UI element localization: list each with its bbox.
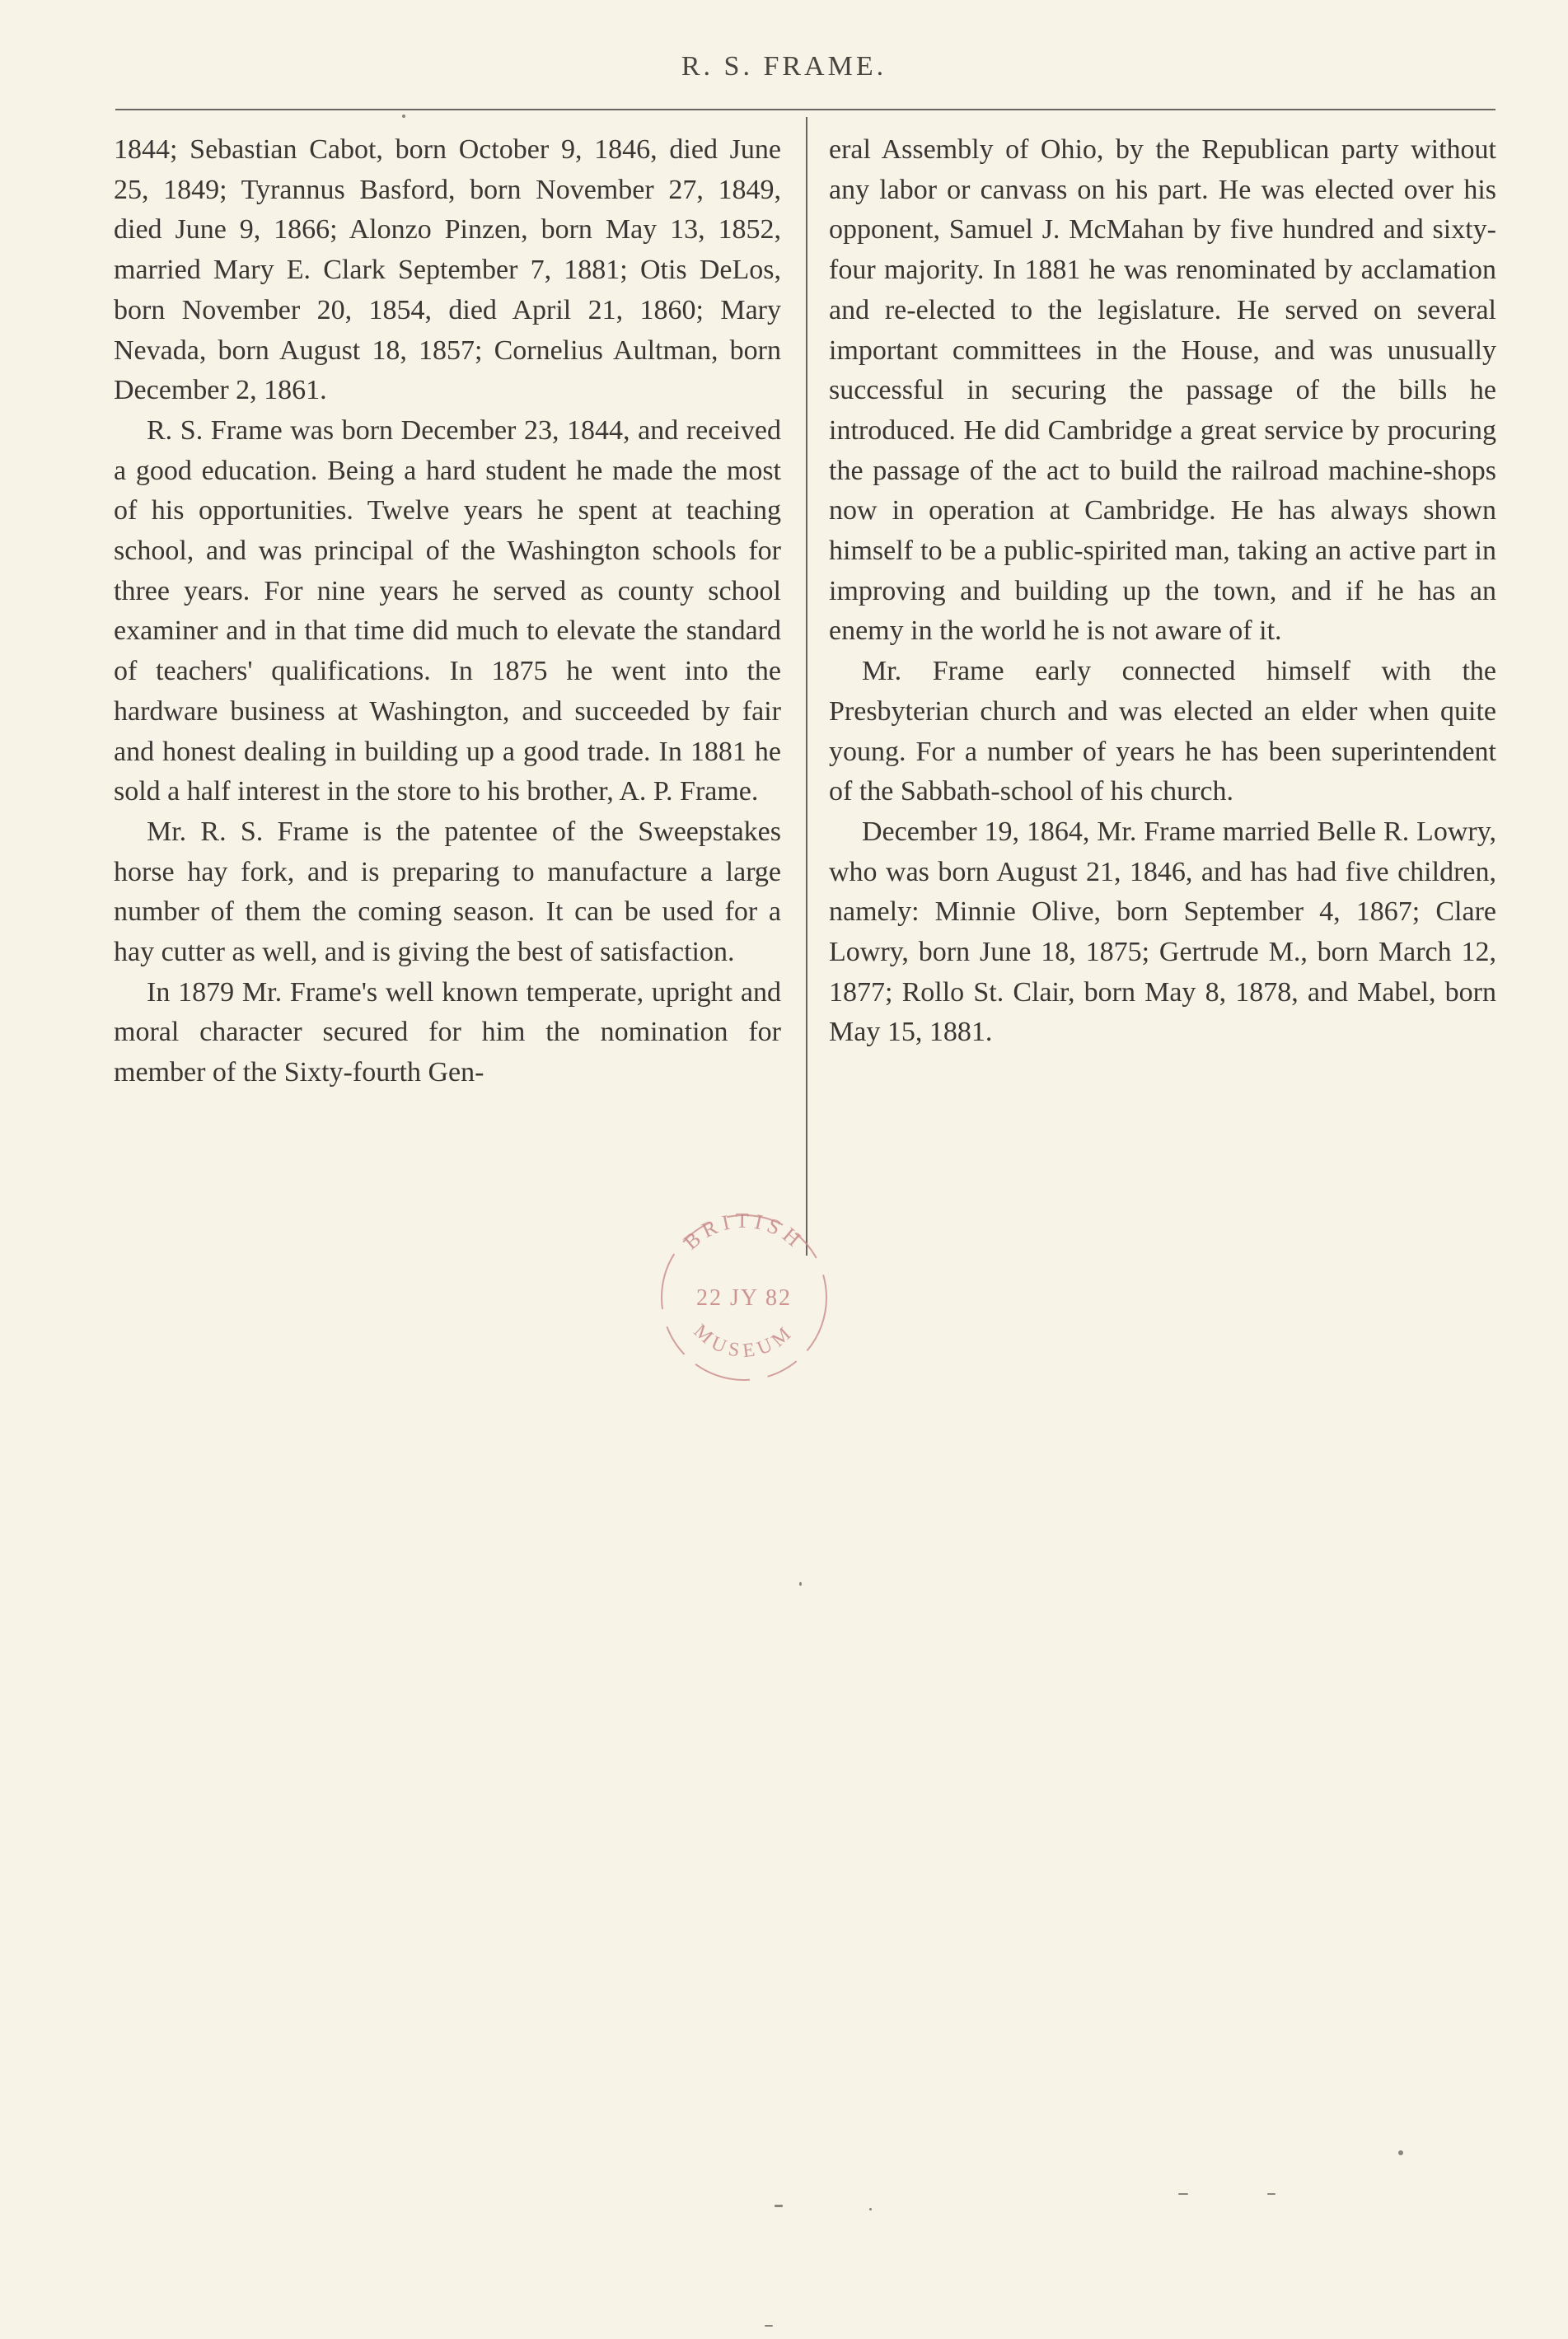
header-rule xyxy=(115,109,1495,110)
column-divider xyxy=(806,117,807,1256)
speck xyxy=(765,2325,773,2327)
running-title: R. S. FRAME. xyxy=(681,51,887,82)
left-column xyxy=(114,130,781,1093)
right-paragraph-3: December 19, 1864, Mr. Frame married Belle R. Lowry, who was born August 21, 1846, and has had five children, namely: Minnie Olive, born September 4, 1867; Clare Lowry, born June 18, 1875; Gertrude M., born March 12, 1877; Rollo St. Clair, born May 8, 1878, and Mabel, born May 15, 1881. xyxy=(829,816,1496,1048)
right-column xyxy=(829,130,1496,1053)
stamp-bottom-text: MUSEUM xyxy=(689,1320,799,1363)
speck xyxy=(1398,2150,1403,2155)
speck xyxy=(1178,2193,1188,2195)
speck xyxy=(869,2208,872,2210)
speck xyxy=(1267,2193,1275,2195)
left-paragraph-4: In 1879 Mr. Frame's well known temperate, upright and moral character secured for him the nomination for member of the Sixty-fourth Gen- xyxy=(114,976,781,1088)
speck xyxy=(402,115,405,118)
stamp-top-text: BRITISH xyxy=(679,1208,809,1255)
speck xyxy=(799,1582,802,1586)
left-paragraph-2: R. S. Frame was born December 23, 1844, and received a good education. Being a hard student he made the most of his opportunities. Twelve years he spent at teaching school, and was principal of the Washington schools for three years. For nine years he served as county school examiner and in that time did much to elevate the standard of teachers' qualifications. In 1875 he went into the hardware business at Washington, and succeeded by fair and honest dealing in building up a good trade. In 1881 he sold a half interest in the store to his brother, A. P. Frame. xyxy=(114,414,781,807)
library-stamp xyxy=(649,1203,839,1392)
left-paragraph-1: 1844; Sebastian Cabot, born October 9, 1846, died June 25, 1849; Tyrannus Basford, born November 27, 1849, died June 9, 1866; Alonzo Pinzen, born May 13, 1852, married Mary E. Clark September 7, 1881; Otis DeLos, born November 20, 1854, died April 21, 1860; Mary Nevada, born August 18, 1857; Cornelius Aultman, born December 2, 1861. xyxy=(114,134,781,406)
right-paragraph-1: eral Assembly of Ohio, by the Republican party without any labor or canvass on his part. He was elected over his opponent, Samuel J. McMahan by five hundred and sixty-four majority. In 1881 he was renominated by acclamation and re-elected to the legislature. He served on several important committees in the House, and was unusually successful in securing the passage of the bills he introduced. He did Cambridge a great service by procuring the passage of the act to build the railroad machine-shops now in operation at Cambridge. He has always shown himself to be a public-spirited man, taking an active part in improving and building up the town, and if he has an enemy in the world he is not aware of it. xyxy=(829,134,1496,647)
speck xyxy=(775,2205,783,2207)
left-paragraph-3: Mr. R. S. Frame is the patentee of the Sweepstakes horse hay fork, and is preparing to manufacture a large number of them the coming season. It can be used for a hay cutter as well, and is giving the best of satisfaction. xyxy=(114,816,781,968)
stamp-date: 22 JY 82 xyxy=(695,1285,793,1311)
right-paragraph-2: Mr. Frame early connected himself with the Presbyterian church and was elected an elder when quite young. For a number of years he has been superintendent of the Sabbath-school of his church. xyxy=(829,656,1496,807)
